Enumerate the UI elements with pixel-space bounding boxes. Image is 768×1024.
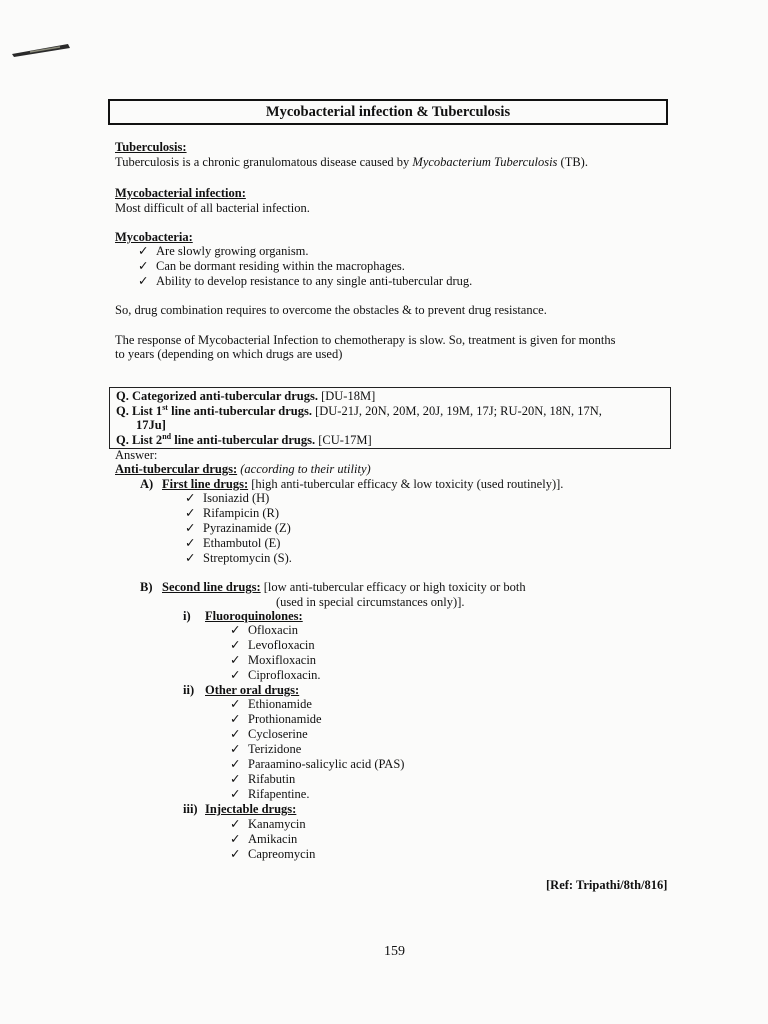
injectable-drugs-list xyxy=(230,817,315,862)
oral-drugs-list xyxy=(230,697,404,802)
list-item: ✓ Isoniazid (H) xyxy=(185,491,270,505)
first-line-list xyxy=(185,491,292,566)
list-item: ✓ Ethionamide xyxy=(230,697,312,711)
question-box xyxy=(109,387,671,449)
mycobacteria-list xyxy=(138,244,472,289)
response-text-line-1: The response of Mycobacterial Infection to chemotherapy is slow. So, treatment is given for months xyxy=(115,333,616,347)
first-line-heading: A) First line drugs: [high anti-tubercular efficacy & low toxicity (used routinely)]. xyxy=(140,477,564,491)
injectable-drugs-heading: iii) Injectable drugs: xyxy=(183,802,297,816)
checkmark-icon: ✓ xyxy=(230,847,241,861)
list-item: ✓ Amikacin xyxy=(230,832,298,846)
list-item: ✓ Streptomycin (S). xyxy=(185,551,292,565)
oral-drugs-heading: ii) Other oral drugs: xyxy=(183,683,300,697)
checkmark-icon: ✓ xyxy=(185,491,196,505)
list-item: ✓ Terizidone xyxy=(230,742,302,756)
checkmark-icon: ✓ xyxy=(230,712,241,726)
fluoroquinolones-heading: i) Fluoroquinolones: xyxy=(183,609,303,623)
checkmark-icon: ✓ xyxy=(138,244,149,258)
reference: [Ref: Tripathi/8th/816] xyxy=(546,878,668,892)
answer-label: Answer: xyxy=(115,448,158,462)
list-item: ✓ Can be dormant residing within the macrophages. xyxy=(138,259,405,273)
page-title: Mycobacterial infection & Tuberculosis xyxy=(108,99,668,125)
list-item: ✓ Kanamycin xyxy=(230,817,306,831)
question-1: Q. Categorized anti-tubercular drugs. [DU-18M] xyxy=(116,389,376,403)
list-item: ✓ Rifampicin (R) xyxy=(185,506,280,520)
checkmark-icon: ✓ xyxy=(230,742,241,756)
second-line-note: (used in special circumstances only)]. xyxy=(276,595,465,609)
checkmark-icon: ✓ xyxy=(230,668,241,682)
checkmark-icon: ✓ xyxy=(230,653,241,667)
page-number: 159 xyxy=(384,944,405,959)
myco-infection-heading: Mycobacterial infection: xyxy=(115,186,246,200)
list-item: ✓ Capreomycin xyxy=(230,847,316,861)
combination-text: So, drug combination requires to overcome the obstacles & to prevent drug resistance. xyxy=(115,303,547,317)
checkmark-icon: ✓ xyxy=(230,772,241,786)
list-item: ✓ Moxifloxacin xyxy=(230,653,317,667)
list-item: ✓ Rifapentine. xyxy=(230,787,310,801)
answer-heading: Anti-tubercular drugs: (according to their utility) xyxy=(115,462,371,476)
checkmark-icon: ✓ xyxy=(185,536,196,550)
tb-definition: Tuberculosis is a chronic granulomatous disease caused by Mycobacterium Tuberculosis (TB). xyxy=(115,155,588,169)
list-item: ✓ Ciprofloxacin. xyxy=(230,668,321,682)
fluoroquinolones-list xyxy=(230,623,321,683)
checkmark-icon: ✓ xyxy=(185,551,196,565)
list-item: ✓ Ethambutol (E) xyxy=(185,536,281,550)
list-item: ✓ Pyrazinamide (Z) xyxy=(185,521,291,535)
checkmark-icon: ✓ xyxy=(230,697,241,711)
checkmark-icon: ✓ xyxy=(230,832,241,846)
list-item: ✓ Rifabutin xyxy=(230,772,296,786)
checkmark-icon: ✓ xyxy=(230,623,241,637)
checkmark-icon: ✓ xyxy=(230,727,241,741)
list-item: ✓ Cycloserine xyxy=(230,727,308,741)
list-item: ✓ Ability to develop resistance to any single anti-tubercular drug. xyxy=(138,274,473,288)
pen-mark-icon xyxy=(10,42,72,58)
checkmark-icon: ✓ xyxy=(185,521,196,535)
checkmark-icon: ✓ xyxy=(230,787,241,801)
question-2: Q. List 1st line anti-tubercular drugs. [DU-21J, 20N, 20M, 20J, 19M, 17J; RU-20N, 18N, 17N, xyxy=(116,402,602,418)
myco-infection-text: Most difficult of all bacterial infection. xyxy=(115,201,310,215)
question-3: Q. List 2nd line anti-tubercular drugs. [CU-17M] xyxy=(116,431,372,447)
tb-heading: Tuberculosis: xyxy=(115,140,187,154)
mycobacteria-heading: Mycobacteria: xyxy=(115,230,193,244)
list-item: ✓ Levofloxacin xyxy=(230,638,315,652)
list-item: ✓ Prothionamide xyxy=(230,712,322,726)
list-item: ✓ Paraamino-salicylic acid (PAS) xyxy=(230,757,405,771)
response-text-line-2: to years (depending on which drugs are used) xyxy=(115,347,343,361)
second-line-heading: B) Second line drugs: [low anti-tubercular efficacy or high toxicity or both xyxy=(140,580,526,594)
checkmark-icon: ✓ xyxy=(138,259,149,273)
list-item: ✓ Are slowly growing organism. xyxy=(138,244,309,258)
checkmark-icon: ✓ xyxy=(230,757,241,771)
checkmark-icon: ✓ xyxy=(185,506,196,520)
list-item: ✓ Ofloxacin xyxy=(230,623,298,637)
checkmark-icon: ✓ xyxy=(138,274,149,288)
checkmark-icon: ✓ xyxy=(230,638,241,652)
checkmark-icon: ✓ xyxy=(230,817,241,831)
question-2-cont: 17Ju] xyxy=(136,418,166,432)
